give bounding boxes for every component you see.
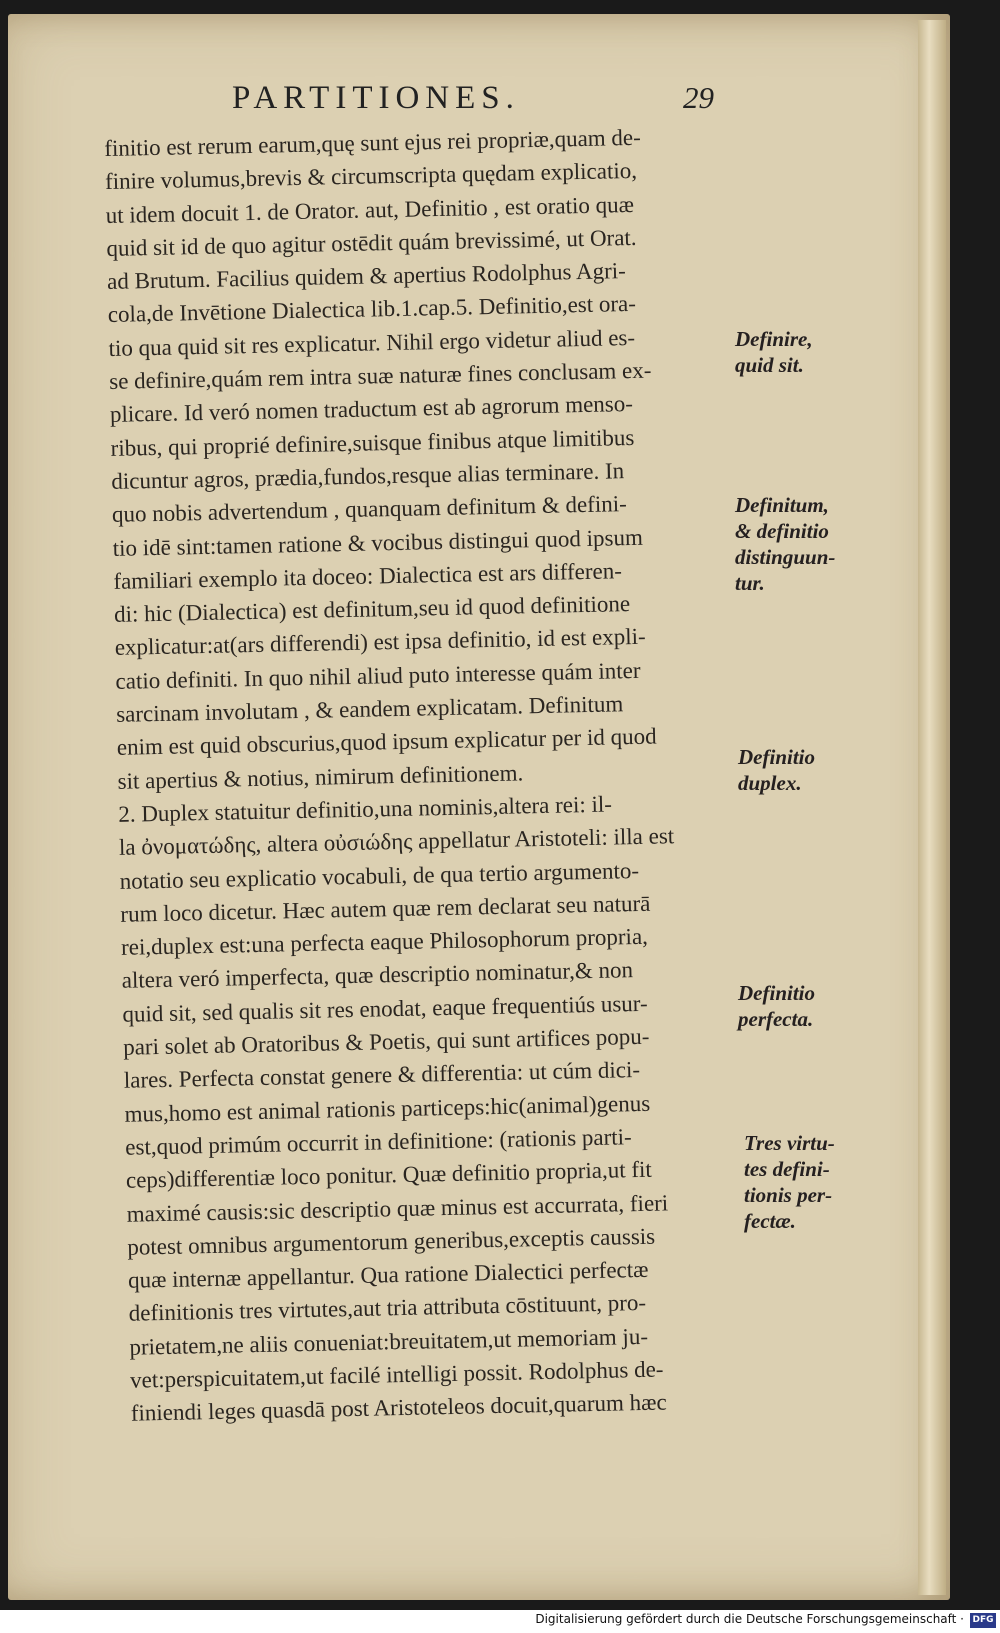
margin-note-line: duplex. bbox=[738, 771, 802, 795]
margin-note-definire bbox=[735, 326, 813, 378]
text-line: cola,de Invētione Dialectica lib.1.cap.5. Definitio,est ora- bbox=[107, 291, 637, 328]
text-line: prietatem,ne aliis conueniat:breuitatem,ut memoriam ju- bbox=[129, 1323, 649, 1360]
margin-note-tres-virtutes bbox=[744, 1130, 835, 1234]
margin-note-definitio-perfecta bbox=[738, 980, 815, 1032]
margin-note-line: quid sit. bbox=[735, 353, 804, 377]
margin-note-definitum bbox=[735, 492, 835, 596]
page-number: 29 bbox=[683, 80, 714, 115]
text-line: maximé causis:sic descriptio quæ minus est accurrata, fieri bbox=[126, 1189, 669, 1227]
text-line: quo nobis advertendum , quanquam definitum & defini- bbox=[111, 491, 628, 528]
footer-credit: Digitalisierung gefördert durch die Deutsche Forschungsgemeinschaft · bbox=[535, 1612, 964, 1626]
text-line: catio definiti. In quo nihil aliud puto interesse quám inter bbox=[115, 657, 641, 694]
text-line: rei,duplex est:una perfecta eaque Philosophorum propria, bbox=[120, 923, 649, 960]
text-line: ad Brutum. Facilius quidem & apertius Rodolphus Agri- bbox=[106, 258, 627, 295]
text-line: la ὀνοματώδης, altera οὐσιώδης appellatur Aristoteli: illa est bbox=[118, 823, 675, 861]
margin-note-line: Definitum, bbox=[735, 493, 829, 517]
footer-bar bbox=[0, 1610, 1000, 1633]
text-line: finire volumus,brevis & circumscripta quędam explicatio, bbox=[104, 158, 638, 195]
margin-note-line: tur. bbox=[735, 571, 765, 595]
text-line: notatio seu explicatio vocabuli, de qua tertio argumento- bbox=[119, 857, 640, 894]
text-line: 2. Duplex statuitur definitio,una nominis,altera rei: il- bbox=[118, 791, 613, 827]
text-line: mus,homo est animal rationis particeps:hic(animal)genus bbox=[124, 1090, 651, 1127]
text-line: pari solet ab Oratoribus & Poetis, qui sunt artifices popu- bbox=[122, 1023, 650, 1060]
text-line: quæ internæ appellantur. Qua ratione Dialectici perfectæ bbox=[127, 1256, 649, 1293]
text-line: lares. Perfecta constat genere & differentia: ut cúm dici- bbox=[123, 1057, 641, 1094]
text-line: sit apertius & notius, nimirum definitionem. bbox=[117, 760, 524, 794]
text-line: ceps)differentiæ loco ponitur. Quæ definitio propria,ut fit bbox=[125, 1156, 653, 1193]
margin-note-line: Definitio bbox=[738, 745, 815, 769]
text-line: finitio est rerum earum,quę sunt ejus rei propriæ,quam de- bbox=[104, 124, 642, 161]
text-line: ut idem docuit 1. de Orator. aut, Definitio , est oratio quæ bbox=[105, 191, 635, 228]
margin-note-line: distinguun- bbox=[735, 545, 836, 569]
text-line: potest omnibus argumentorum generibus,exceptis caussis bbox=[127, 1223, 656, 1260]
page-edge bbox=[918, 20, 946, 1595]
text-line: quid sit, sed qualis sit res enodat, eaque frequentiús usur- bbox=[122, 990, 648, 1027]
margin-note-definitio-duplex bbox=[738, 744, 815, 796]
text-line: plicare. Id veró nomen traductum est ab agrorum menso- bbox=[109, 391, 634, 428]
text-line: explicatur:at(ars differendi) est ipsa definitio, id est expli- bbox=[114, 624, 646, 661]
text-line: rum loco dicetur. Hæc autem quæ rem declarat seu naturā bbox=[120, 890, 651, 927]
text-line: enim est quid obscurius,quod ipsum explicatur per id quod bbox=[116, 723, 657, 761]
text-line: di: hic (Dialectica) est definitum,seu id quod definitione bbox=[113, 591, 631, 628]
text-line: vet:perspicuitatem,ut facilé intelligi possit. Rodolphus de- bbox=[129, 1356, 664, 1393]
running-head: PARTITIONES. bbox=[232, 80, 520, 116]
margin-note-line: & definitio bbox=[735, 519, 829, 543]
dfg-logo: DFG bbox=[970, 1613, 996, 1628]
text-line: dicuntur agros, prædia,fundos,resque alias terminare. In bbox=[111, 458, 625, 494]
margin-note-line: fectæ. bbox=[744, 1209, 796, 1233]
text-line: finiendi leges quasdā post Aristoteleos docuit,quarum hæc bbox=[130, 1389, 667, 1426]
text-line: quid sit id de quo agitur ostēdit quám brevissimé, ut Orat. bbox=[106, 224, 637, 261]
text-line: est,quod primúm occurrit in definitione: (rationis parti- bbox=[125, 1124, 632, 1160]
margin-note-line: Tres virtu- bbox=[744, 1131, 835, 1155]
body-text bbox=[104, 119, 761, 1430]
margin-note-line: tionis per- bbox=[744, 1183, 833, 1207]
text-line: familiari exemplo ita doceo: Dialectica est ars differen- bbox=[113, 558, 623, 594]
text-line: se definire,quám rem intra suæ naturæ fines conclusam ex- bbox=[108, 357, 652, 395]
text-line: tio qua quid sit res explicatur. Nihil ergo videtur aliud es- bbox=[108, 324, 636, 361]
text-line: ribus, qui proprié definire,suisque finibus atque limitibus bbox=[110, 424, 635, 461]
text-line: altera veró imperfecta, quæ descriptio nominatur,& non bbox=[121, 957, 634, 994]
margin-note-line: Definire, bbox=[735, 327, 813, 351]
margin-note-line: perfecta. bbox=[738, 1007, 814, 1031]
margin-note-line: Definitio bbox=[738, 981, 815, 1005]
text-line: tio idē sint:tamen ratione & vocibus distingui quod ipsum bbox=[112, 524, 644, 561]
text-line: sarcinam involutam , & eandem explicatam. Definitum bbox=[115, 691, 624, 727]
margin-note-line: tes defini- bbox=[744, 1157, 830, 1181]
text-line: definitionis tres virtutes,aut tria attributa cōstituunt, pro- bbox=[128, 1290, 647, 1327]
